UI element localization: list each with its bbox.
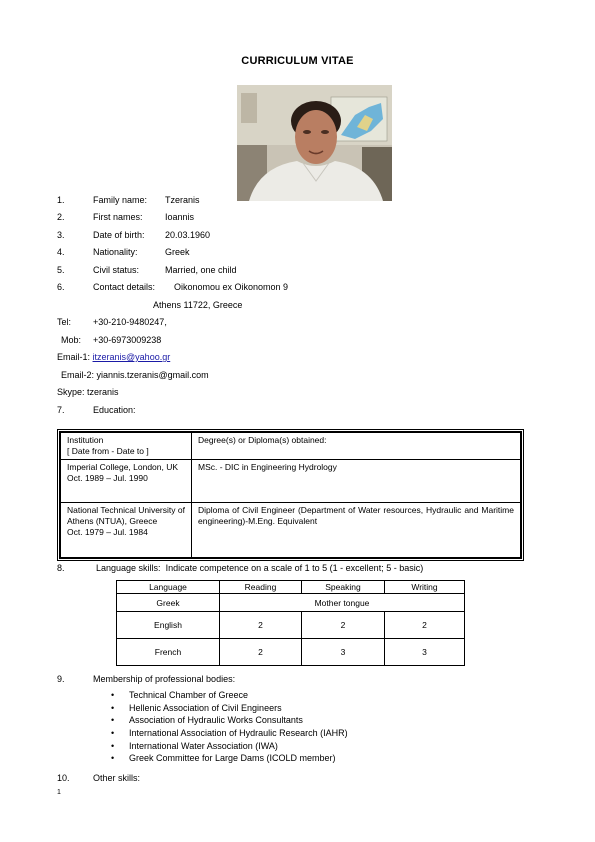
civil-status-label: Civil status: <box>93 265 140 275</box>
header-speaking: Speaking <box>302 581 385 594</box>
family-name-label: Family name: <box>93 195 148 205</box>
mother-tongue-cell: Mother tongue <box>220 594 465 612</box>
reading-cell: 2 <box>220 639 302 666</box>
address-line-1: Oikonomou ex Oikonomon 9 <box>174 282 289 292</box>
membership-label: Membership of professional bodies: <box>93 674 236 684</box>
institution-cell <box>60 503 192 559</box>
email1-link[interactable]: itzeranis@yahoo.gr <box>92 352 171 362</box>
item-number: 1. <box>57 195 65 205</box>
table-row <box>117 639 465 666</box>
degree-cell: MSc. - DIC in Engineering Hydrology <box>192 460 522 503</box>
contact-details-label: Contact details: <box>93 282 156 292</box>
list-item: • Greek Committee for Large Dams (ICOLD member) <box>111 752 348 765</box>
language-cell: Greek <box>117 594 220 612</box>
education-table <box>59 431 522 559</box>
item-number: 3. <box>57 230 65 240</box>
email2-line: Email-2: yiannis.tzeranis@gmail.com <box>61 370 209 380</box>
tel-value: +30-210-9480247, <box>93 317 167 327</box>
header-dates: [ Date from - Date to ] <box>67 446 149 456</box>
language-table <box>116 580 465 666</box>
address-line-2: Athens 11722, Greece <box>153 300 243 310</box>
email1-label: Email-1: <box>57 352 91 362</box>
mob-label: Mob: <box>61 335 82 345</box>
header-writing: Writing <box>385 581 465 594</box>
header-institution: Institution <box>67 435 104 445</box>
language-skills-note: Indicate competence on a scale of 1 to 5 (1 - excellent; 5 - basic) <box>165 563 424 573</box>
list-item: • Technical Chamber of Greece <box>111 689 348 702</box>
page-number: 1 <box>57 789 61 796</box>
institution-dates: Oct. 1989 – Jul. 1990 <box>67 473 148 483</box>
date-of-birth-label: Date of birth: <box>93 230 145 240</box>
document-title: CURRICULUM VITAE <box>241 55 354 67</box>
mob-value: +30-6973009238 <box>93 335 162 345</box>
list-item: • Hellenic Association of Civil Engineers <box>111 702 348 715</box>
list-item: • International Association of Hydraulic Research (IAHR) <box>111 727 348 740</box>
nationality-value: Greek <box>165 247 190 257</box>
item-number: 6. <box>57 282 65 292</box>
degree-cell: Diploma of Civil Engineer (Department of Water resources, Hydraulic and Maritime engineering)-M.Eng. Equivalent <box>192 503 522 559</box>
header-reading: Reading <box>220 581 302 594</box>
table-row <box>117 612 465 639</box>
header-degree: Degree(s) or Diploma(s) obtained: <box>192 432 522 460</box>
civil-status-value: Married, one child <box>165 265 237 275</box>
list-item: • Association of Hydraulic Works Consultants <box>111 714 348 727</box>
date-of-birth-value: 20.03.1960 <box>165 230 211 240</box>
language-skills-line <box>96 563 423 573</box>
institution-dates: Oct. 1979 – Jul. 1984 <box>67 527 148 537</box>
item-number: 8. <box>57 563 65 573</box>
item-number: 10. <box>57 773 70 783</box>
skype-line: Skype: tzeranis <box>57 387 119 397</box>
institution-name: National Technical University of Athens (NTUA), Greece <box>67 505 185 526</box>
header-cell <box>60 432 192 460</box>
item-number: 4. <box>57 247 65 257</box>
writing-cell: 3 <box>385 639 465 666</box>
item-number: 7. <box>57 405 65 415</box>
item-number: 9. <box>57 674 65 684</box>
table-row <box>60 503 521 559</box>
membership-list <box>111 689 348 765</box>
other-skills-label: Other skills: <box>93 773 141 783</box>
language-skills-label: Language skills: <box>96 563 161 573</box>
email1-line <box>57 352 170 362</box>
language-cell: English <box>117 612 220 639</box>
writing-cell: 2 <box>385 612 465 639</box>
first-names-value: Ioannis <box>165 212 195 222</box>
table-header-row <box>60 432 521 460</box>
education-label: Education: <box>93 405 136 415</box>
item-number: 2. <box>57 212 65 222</box>
table-header-row <box>117 581 465 594</box>
list-item: • International Water Association (IWA) <box>111 740 348 753</box>
language-cell: French <box>117 639 220 666</box>
reading-cell: 2 <box>220 612 302 639</box>
first-names-label: First names: <box>93 212 143 222</box>
family-name-value: Tzeranis <box>165 195 200 205</box>
tel-label: Tel: <box>57 317 72 327</box>
item-number: 5. <box>57 265 65 275</box>
nationality-label: Nationality: <box>93 247 138 257</box>
table-row <box>117 594 465 612</box>
speaking-cell: 2 <box>302 612 385 639</box>
speaking-cell: 3 <box>302 639 385 666</box>
portrait-photo <box>237 85 392 201</box>
institution-name: Imperial College, London, UK <box>67 462 179 472</box>
header-language: Language <box>117 581 220 594</box>
institution-cell <box>60 460 192 503</box>
table-row <box>60 460 521 503</box>
